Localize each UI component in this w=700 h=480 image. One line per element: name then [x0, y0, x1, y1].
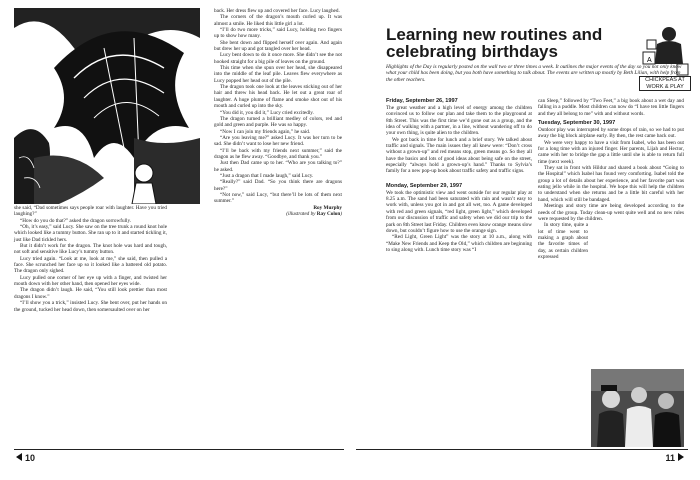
- left-page: [14, 8, 344, 468]
- children-photo: [591, 369, 684, 447]
- paragraph: The corners of the dragon’s mouth curled up. It was almost a smile. He liked this little girl a lot.: [214, 14, 342, 27]
- paragraph: “You did it, you did it,” Lucy cried excitedly.: [220, 109, 314, 116]
- paragraph: Lucy bent down to do it once more. She didn’t see the not hooked straight for a big pile of leaves on the ground.: [214, 52, 342, 65]
- footer-rule: [14, 449, 344, 450]
- paragraph: But it didn’t work for the dragon. The knot hole was hard and tough, not soft and sensitive like Lucy’s tummy button.: [14, 243, 167, 256]
- paragraph: We took the optimistic view and went outside for our regular play at 8.25 a.m. The sand had been saturated with rain and wasn’t easy to work with, unless you got in and got all wet, too. A game developed with red and green signals, “red light, green light,” which developed from our discussion of traffic and safety when we did our trip to the park on 8th Street last Friday. Children even know orange means slow down, but couldn’t figure how to use the orange sign.: [386, 189, 532, 234]
- paragraph: “Oh, it’s easy,” said Lucy. She saw on the tree trunk a round knot hole which looked like a tummy button. She ran up to it and started tickling it, just like Dad tickled hers.: [14, 224, 167, 243]
- left-column-1: [14, 205, 167, 313]
- page-number: 10: [16, 453, 35, 463]
- paragraph: Meetings and story time are being developed according to the needs of the group. Today clean-up went quite well and no new rules were requested by the children.: [538, 203, 684, 222]
- paragraph: We were very happy to have a visit from Isabel, who has been out for a long time with an injured finger. Her parents, Lijah and Hector, came with her to bridge the gap a little until she is able to return full time (next week).: [538, 139, 684, 165]
- badge-label: CHICKPEAS AT WORK & PLAY: [639, 76, 691, 91]
- article-intro: Highlights of the Day is regularly posted on the wall two or three times a week. It outlines the major events of the day so you not only know what your child has been doing, but you both have something to talk about. The events are written up mostly by Beth Lilian, with help from the other teachers.: [386, 64, 682, 83]
- paragraph: “Just a dragon that I made laugh,” said Lucy.: [220, 172, 314, 179]
- paragraph: We got back in time for lunch and a brief story. We talked about traffic and signals. The main issues they all knew were: “Don’t cross without a grown-up” and red means stop, green means go. So they all have the basics and lots of good ideas about being safe on the street, especially “always hold a grown-up’s hand.” Thanks to Sylvia’s family for a new pop-up book about traffic safety and traffic signs.: [386, 136, 532, 175]
- author-signature: Roy Murphy: [313, 204, 342, 211]
- paragraph: Just then Dad came up to her. “Who are you talking to?” he asked.: [214, 160, 342, 173]
- date-heading: Tuesday, September 30, 1997: [538, 120, 616, 127]
- paragraph: Lucy tried again. “Look at me, look at me,” she said, then pulled a face. She scrunched her face up so it looked like a battered old potato. The dragon only sighed.: [14, 255, 167, 275]
- paragraph: “Red Light, Green Light” was the story at 10 a.m., along with “Make New Friends and Keep the Old,” which children are beginning to sing along with. Lunch time story was “I: [386, 234, 532, 253]
- paragraph: can Sleep,” followed by “Two Feet,” a big book about a wet day and falling in a puddle. Most children can now do “I have ten little fingers and they all belong to me” with and without words.: [538, 98, 684, 117]
- arrow-right-icon: [678, 453, 684, 461]
- paragraph: back. Her dress flew up and covered her face. Lucy laughed.: [214, 8, 340, 14]
- paragraph: The great weather and a high level of energy among the children convinced us to follow our plan and take them to the playground at 8th Street. This was the first time we’d gone out as a group, and the idea of walking with a partner, in a line, without wandering off to do your own thing, is quite alien to the children.: [386, 105, 532, 137]
- right-column-2: [538, 98, 684, 260]
- paragraph: “I’ll be back with my friends next summer,” said the dragon as he flew away. “Goodbye, and thank you.”: [214, 147, 342, 160]
- illustrator-credit: (illustrated by Ray Colon): [286, 211, 342, 217]
- date-heading: Monday, September 29, 1997: [386, 182, 463, 189]
- paragraph: They sat in front with Hildur and shared a book about “Going to the Hospital” which Isabel has found very comforting. Isabel told the group a lot of details about her experience, and her favorite part was eating jello while in the hospital. We hope this will help the children to understand when she returns and be a little bit careful with her hand, which will still be bandaged.: [538, 165, 684, 203]
- paragraph: The dragon turned a brilliant medley of colors, red and gold and green and purple. He was so happy.: [214, 115, 342, 129]
- paragraph: “I’ll show you a trick,” insisted Lucy. She bent over, put her hands on the ground, tucked her head down, then somersaulted over on her: [14, 300, 167, 313]
- footer-rule: [356, 449, 688, 450]
- right-page: [356, 8, 688, 468]
- paragraph: The dragon took one look at the leaves sticking out of her hair and threw his head back. He let out a great roar of laughter. A huge plume of flame and smoke shot out of his mouth and curled up into the sky.: [214, 84, 342, 110]
- dragon-illustration: [14, 8, 200, 204]
- paragraph: “Really?” said Dad. “So you think there are dragons here?”: [214, 179, 342, 192]
- date-heading: Friday, September 26, 1997: [386, 98, 458, 104]
- right-column-1: [386, 98, 532, 253]
- paragraph: she said, “Dad sometimes says people roar with laughter. Have you tried laughing?”: [14, 205, 167, 218]
- paragraph: “Not now,” said Lucy, “but there’ll be lots of them next summer.”: [214, 191, 342, 205]
- page-number: 11: [665, 453, 684, 463]
- paragraph: In story time, quite a lot of time went to making a graph about the favorite times of day, as certain children expressed: [538, 222, 588, 260]
- svg-text:A: A: [647, 57, 652, 64]
- paragraph: This time when she spun over her head, she disappeared into the middle of the leaf pile. Leaves flew everywhere as Lucy popped her head out of the pile.: [214, 65, 342, 84]
- paragraph: “I’ll do two more tricks,” said Lucy, holding two fingers up to show how many.: [214, 27, 342, 40]
- article-title: Learning new routines and celebrating birthdays: [386, 25, 603, 61]
- paragraph: “How do you do that?” asked the dragon sorrowfully.: [20, 217, 132, 224]
- paragraph: Outdoor play was interrupted by some drops of rain, so we had to put away the big block airplane early. By then, the rest came back out.: [538, 127, 684, 140]
- paragraph: “Now I can join my friends again,” he said.: [220, 128, 311, 135]
- paragraph: “Are you leaving me?” asked Lucy. It was her turn to be sad. She didn’t want to lose her new friend.: [214, 134, 342, 148]
- paragraph: Lucy pulled one corner of her eye up with a finger, and twisted her mouth down with her other hand, then opened her eyes wide.: [14, 274, 167, 288]
- arrow-left-icon: [16, 453, 22, 461]
- paragraph: She bent down and flipped herself over again. And again but drew her up and got tangled over her head.: [214, 39, 342, 53]
- paragraph: The dragon didn’t laugh. He said, “You still look prettier than most dragons I know.”: [14, 287, 167, 300]
- left-column-2: [214, 8, 342, 217]
